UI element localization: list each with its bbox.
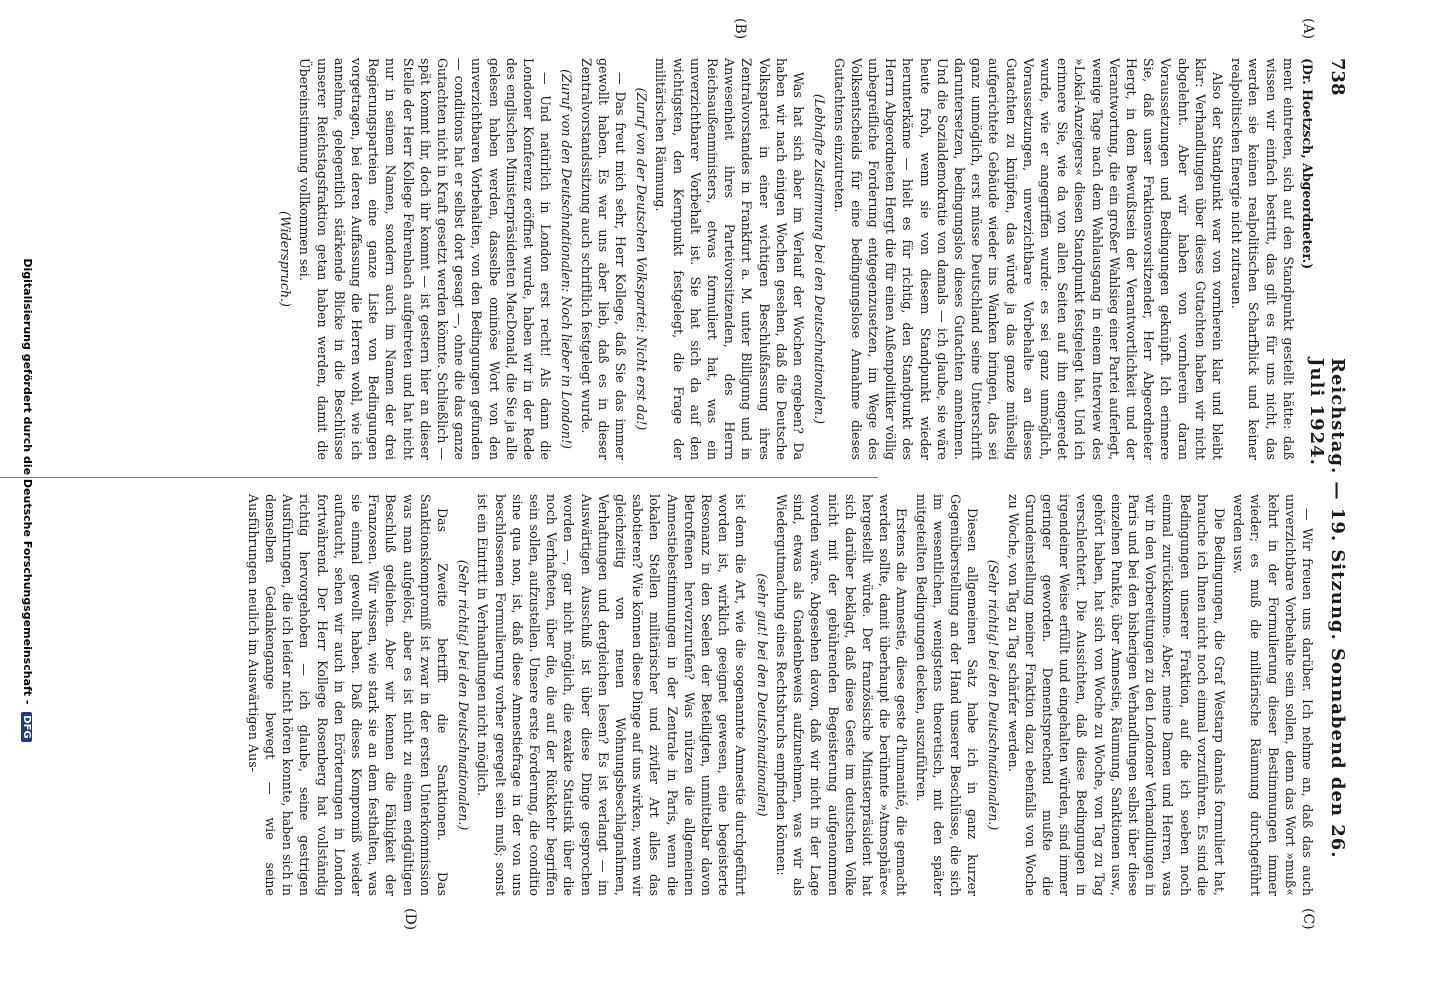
speaker-label: (Dr. Hoetzsch, Abgeordneter.) [1300,58,1315,270]
paragraph: Erstens die Amnestie, diese geste d'humanité, die gemacht werden sollte, damit überhaupt die berühmte »Atmosphäre« hergestellt würde. Der französische Ministerpräsident hat sich darüber beklagt, daß diese Geste im deutschen Volke nicht mit der gebührenden Begeisterung aufgenommen worden wäre. Abgesehen davon, daß wir nicht in der Lage sind, etwas als Gnadenbeweis aufzunehmen, was wir als Wiedergutmachung eines Rechtsbruchs empfinden können: [773,494,910,896]
paragraph: — Das freut mich sehr, Herr Kollege, daß Sie das immer gewollt haben. Es war uns aber lieb, daß es in dieser Zentralvorstandssitzung auch schriftlich festgelegt wurde. [578,58,629,460]
paragraph: Die Bedingungen, die Graf Westarp damals formuliert hat, brauche ich Ihnen nicht noch einmal vorzuführen. Es sind die Bedingungen unserer Fraktion, auf die ich soeben noch einmal zurückkomme. Aber, meine Damen und Herren, was wir in den Vorbereitungen zu den Londoner Verhandlungen in Paris und bei den bisherigen Verhandlungen selbst über diese einzelnen Punkte, über Amnestie, Räumung, Sanktionen usw., gehört haben, hat sich von Woche zu Woche, von Tag zu Tag verschlechtert. Die Aussichten, daß diese Bedingungen in irgendeiner Weise erfüllt und eingehalten würden, sind immer geringer geworden. Dementsprechend mußte die Grundeinstellung meiner Fraktion dazu ebenfalls von Woche zu Woche, von Tag zu Tag schärfer werden. [1005,494,1227,896]
footer-text: Digitalisierung gefördert durch die Deutsche Forschungsgemeinschaft - [21,258,34,705]
digitization-footer [21,0,34,1000]
margin-marker-a: (A) [1300,18,1316,40]
interjection: (Zuruf von der Deutschen Volkspartei: Nicht erst da!) [634,87,650,431]
paragraph: — Wir freuen uns darüber. Ich nehme an, daß das auch unverzichtbare Vorbehalte sein sollen, denn das Wort »muß« kehrt in der Formulierung dieser Bestimmungen immer wieder; es muß die militärische Räumung durchgeführt werden usw. [1231,494,1315,896]
paragraph: Also der Standpunkt war von vornherein klar und bleibt klar: Verhandlungen über dieses Gutachten haben wir nicht abgelehnt. Aber wir haben von vornherein daran Voraussetzungen und Bedingungen geknüpft. Ich erinnere Sie, daß unser Fraktionsvorsitzender, Herr Abgeordneter Hergt, in dem Bewußtsein der Verantwortlichkeit und der Verantwortung, die ein großer Wahlsieg einer Partei auferlegt, wenige Tage nach dem Wahlausgang in einem Interview des »Lokal-Anzeigers« diesen Standpunkt festgelegt hat. Und ich erinnere Sie, wie da von allen Seiten auf ihn eingeredet wurde, wie er angegriffen wurde: es sei ganz unmöglich, Voraussetzungen, unverzichtbare Vorbehalte an dieses Gutachten zu knüpfen, das würde ja das ganze mühselig aufgerichtete Gebäude wieder ins Wanken bringen, das sei ganz unmöglich, erst müsse Deutschland seine Unterschrift daruntersetzen, bedingungslos dieses Gutachten annehmen. Und die Sozialdemokratie von damals — ich glaube, sie wäre heute froh, wenn sie von diesem Standpunkt wieder herunterkäme — hielt es für richtig, den Standpunkt des Herrn Abgeordneten Hergt die für einen Außenpolitiker völlig unbegreifliche Forderung entgegenzusetzen, im Wege des Volksentscheids für eine bedingungslose Annahme dieses Gutachtens einzutreten. [831,58,1225,460]
interjection: (Widerspruch.) [278,211,294,307]
paragraph: Diesen allgemeinen Satz habe ich in ganz kurzer Gegenüberstellung an der Hand unserer Beschlüsse, die sich im wesentlichen, wenigstens theoretisch, mit den später mitgeteilten Bedingungen decken, auszuführen. [913,494,981,896]
page-title: Reichstag. — 19. Sitzung. Sonnabend den 26. Juli 1924. [1306,358,1348,859]
interjection: (Sehr richtig! bei den Deutschnationalen.) [986,559,1002,831]
column-divider [0,477,878,478]
margin-marker-c: (C) [1300,908,1316,930]
paragraph: ist denn die Art, wie die sogenannte Amnestie durchgeführt worden ist, wirklich geeignet gewesen, eine begeisterte Resonanz in den Seelen der Beteiligten, unmittelbar davon Betroffenen hervorzurufen? Was nützen die allgemeinen Amnestiebestimmungen in der Zentrale in Paris, wenn die lokalen Stellen militärischer und ziviler Art alles das sabotieren? Wie können diese Dinge auf uns wirken, wenn wir gleichzeitig von neuen Wohnungsbeschlagnahmen, Verhaftungen und dergleichen lesen? Es ist verlangt — im Auswärtigen Ausschuß ist über diese Dinge gesprochen worden —, gar nicht möglich, die exakte Statistik über die noch Verhafteten, über die, die auf der Rückkehr begriffen sein sollen, aufzustellen. Unsere erste Forderung, die conditio sine qua non, ist, daß diese Amnestiefrage in der von uns beschlossenen Formulierung vorher geregelt sein muß; sonst ist ein Eintritt in Verhandlungen nicht möglich. [475,494,749,896]
paragraph: — Und natürlich in London erst recht! Als dann die Londoner Konferenz eröffnet wurde, haben wir in der Rede des englischen Ministerpräsidenten MacDonald, die Sie ja alle gelesen haben werden, dasselbe ominöse Wort von den unverzichtbaren Vorbehalten, von den Bedingungen gefunden — conditions hat er selbst dort gesagt —, ohne die das ganze Gutachten nicht in Kraft gesetzt werden könnte. Schließlich — spät kommt ihr, doch ihr kommt — ist gestern hier an dieser Stelle der Herr Kollege Fehrenbach aufgetreten und hat nicht nur in seinem Namen, sondern auch im Namen der drei Regierungsparteien eine ganze Liste von Bedingungen vorgetragen, bei deren Auffassung die Herren wohl, wie ich annehme, gelegentlich stärkende Blicke in die Beschlüsse unserer Reichstagsfraktion getan haben werden, damit die Übereinstimmung vollkommen sei. [297,58,554,460]
interjection: (Zuruf von den Deutschnationalen: Noch lieber in London!) [559,69,575,449]
dfg-logo: DFG [21,712,32,741]
interjection: (Lebhafte Zustimmung bei den Deutschnationalen.) [812,93,828,425]
paragraph: Das Zweite betrifft die Sanktionen. Das Sanktionskompromiß ist zwar in der ersten Unterkommission was man aufgelöst, aber es ist nicht zu einem endgültigen Beschluß gediehen. Aber wir kennen die Fähigkeit der Franzosen. Wir wissen, wie stark sie an dem festhalten, was sie einmal gewollt haben. Daß dieses Kompromiß wieder auftaucht, sehen wir auch in den Erörterungen in London fortwährend. Der Herr Kollege Rosenberg hat vollständig richtig hervorgehoben — ich glaube, seine gestrigen Ausführungen, die ich leider nicht hören konnte, haben sich in demselben Gedankengange bewegt — wie seine Ausführungen neulich im Auswärtigen Aus- [245,494,451,896]
right-column [243,494,1316,896]
page-number: 738 [1327,58,1348,96]
left-column [273,58,1316,460]
interjection: (Sehr richtig! bei den Deutschnationalen.) [456,559,472,831]
interjection: (sehr gut! bei den Deutschnationalen) [754,573,770,817]
margin-marker-d: (D) [402,908,418,931]
margin-marker-b: (B) [732,18,748,40]
paragraph: Was hat sich aber im Verlauf der Wochen ergeben? Da haben wir nach einigen Wochen gesehen, daß die Deutsche Volkspartei in einer wichtigen Beschlußfassung ihres Zentralvorstandes in Frankfurt a. M. unter Billigung und in Anwesenheit ihres Parteivorsitzenden, des Herrn Reichsaußenministers, etwas formuliert hat, was ein unverzichtbarer Vorbehalt ist. Sie hat sich da auf den wichtigsten, den Kernpunkt festgelegt, die Frage der militärischen Räumung. [653,58,807,460]
paragraph: ment eintreten, sich auf den Standpunkt gestellt hätte: daß wissen wir einfach bestritt, das gilt es für uns nicht, das werden sie keinen realpolitischen Scharfblick und keiner realpolitischen Energie nicht zutrauen. [1229,58,1296,460]
